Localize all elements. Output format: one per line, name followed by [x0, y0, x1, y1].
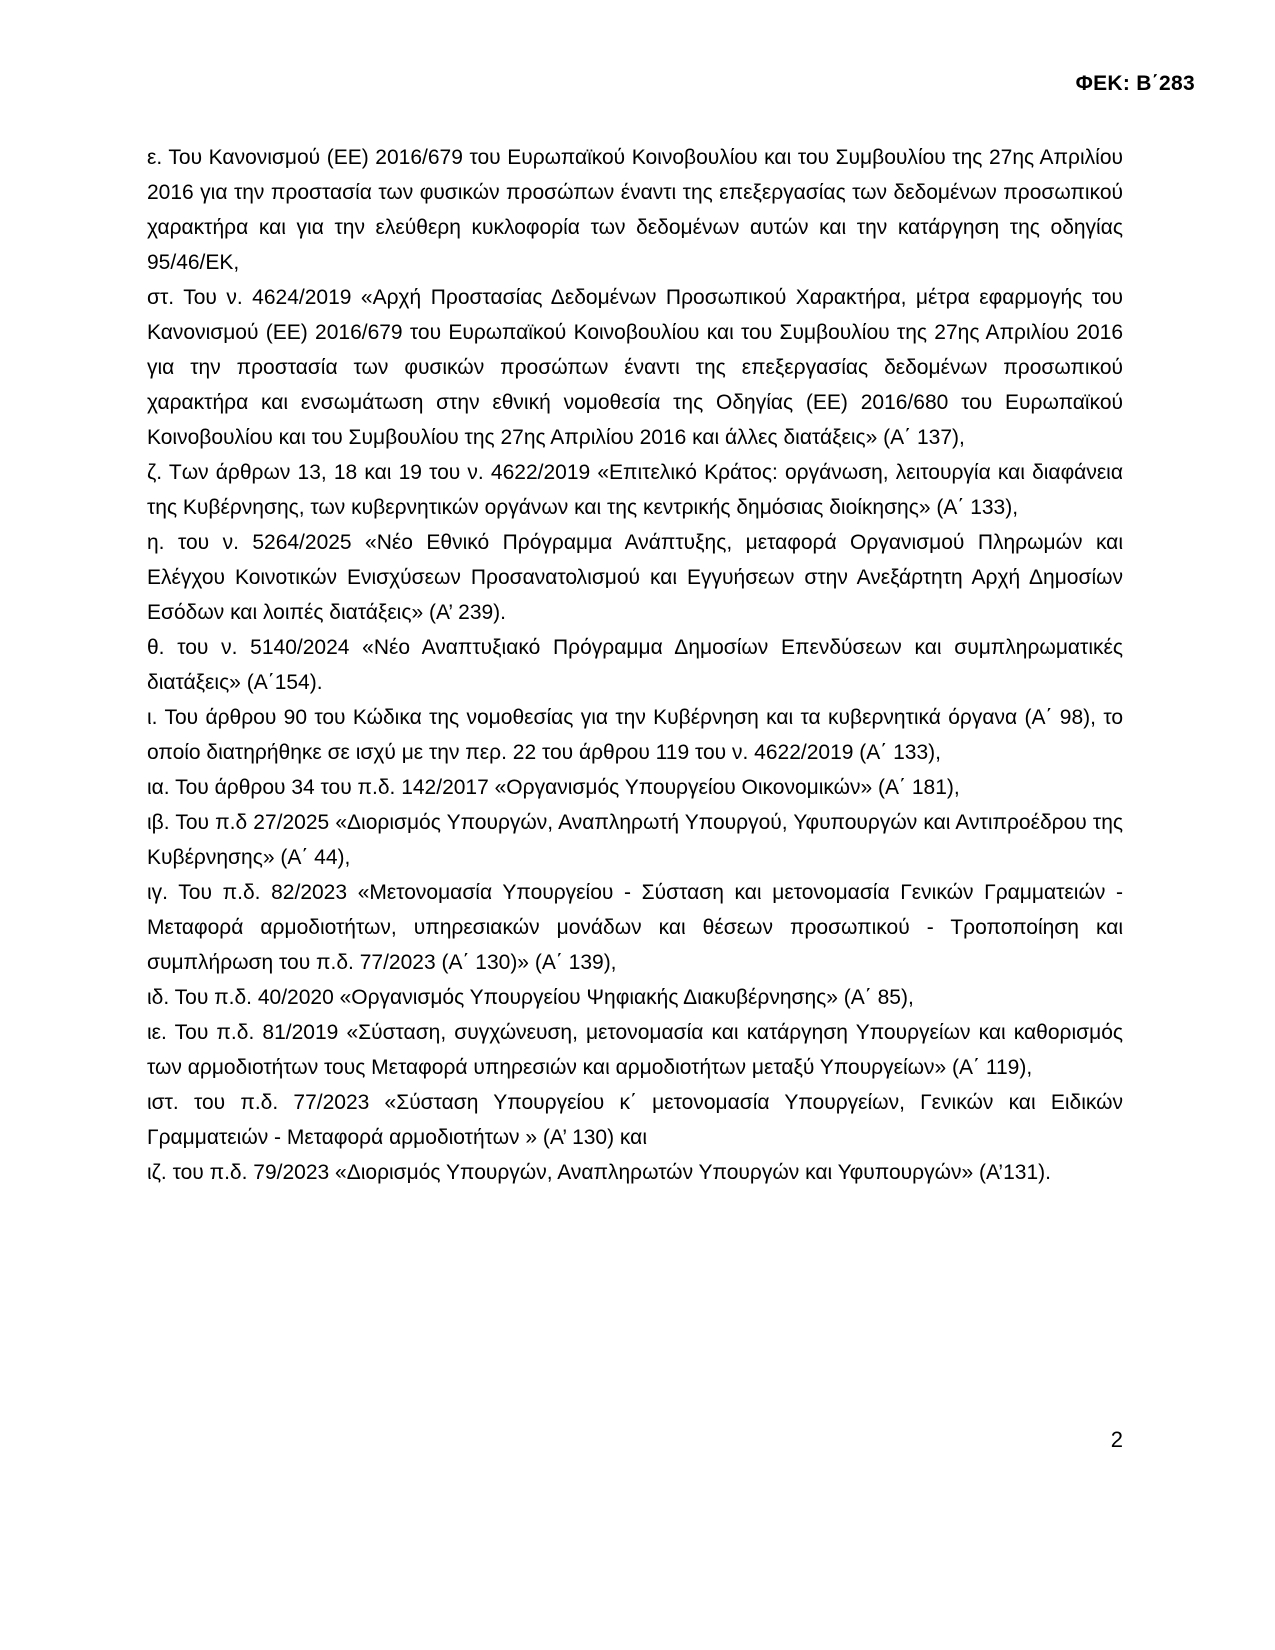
- paragraph-ist: ιστ. του π.δ. 77/2023 «Σύσταση Υπουργείου κ΄ μετονομασία Υπουργείων, Γενικών και Ειδικών Γραμματειών - Μεταφορά αρμοδιοτήτων » (Α’ 130) και: [147, 1091, 1123, 1149]
- paragraph-ig: ιγ. Του π.δ. 82/2023 «Μετονομασία Υπουργείου - Σύσταση και μετονομασία Γενικών Γραμματειών - Μεταφορά αρμοδιοτήτων, υπηρεσιακών μονάδων και θέσεων προσωπικού - Τροποποίηση και συμπλήρωση του π.δ. 77/2023 (Α΄ 130)» (Α΄ 139),: [147, 881, 1123, 974]
- paragraph-ie: ιε. Του π.δ. 81/2019 «Σύσταση, συγχώνευση, μετονομασία και κατάργηση Υπουργείων και καθορισμός των αρμοδιοτήτων τους Μεταφορά υπηρεσιών και αρμοδιοτήτων μεταξύ Υπουργείων» (Α΄ 119),: [147, 1021, 1123, 1079]
- paragraph-i: ι. Του άρθρου 90 του Κώδικα της νομοθεσίας για την Κυβέρνηση και τα κυβερνητικά όργανα (Α΄ 98), το οποίο διατηρήθηκε σε ισχύ με την περ. 22 του άρθρου 119 του ν. 4622/2019 (Α΄ 133),: [147, 706, 1123, 764]
- paragraph-z: ζ. Των άρθρων 13, 18 και 19 του ν. 4622/2019 «Επιτελικό Κράτος: οργάνωση, λειτουργία και διαφάνεια της Κυβέρνησης, των κυβερνητικών οργάνων και της κεντρικής δημόσιας διοίκησης» (Α΄ 133),: [147, 461, 1123, 519]
- paragraph-e: ε. Του Κανονισμού (ΕΕ) 2016/679 του Ευρωπαϊκού Κοινοβουλίου και του Συμβουλίου της 27ης Απριλίου 2016 για την προστασία των φυσικών προσώπων έναντι της επεξεργασίας των δεδομένων προσωπικού χαρακτήρα και για την ελεύθερη κυκλοφορία των δεδομένων αυτών και την κατάργηση της οδηγίας 95/46/ΕΚ,: [147, 146, 1123, 274]
- paragraph-st: στ. Του ν. 4624/2019 «Αρχή Προστασίας Δεδομένων Προσωπικού Χαρακτήρα, μέτρα εφαρμογής του Κανονισμού (ΕΕ) 2016/679 του Ευρωπαϊκού Κοινοβουλίου και του Συμβουλίου της 27ης Απριλίου 2016 για την προστασία των φυσικών προσώπων έναντι της επεξεργασίας δεδομένων προσωπικού χαρακτήρα και ενσωμάτωση στην εθνική νομοθεσία της Οδηγίας (ΕΕ) 2016/680 του Ευρωπαϊκού Κοινοβουλίου και του Συμβουλίου της 27ης Απριλίου 2016 και άλλες διατάξεις» (Α΄ 137),: [147, 286, 1123, 449]
- paragraph-th: θ. του ν. 5140/2024 «Νέο Αναπτυξιακό Πρόγραμμα Δημοσίων Επενδύσεων και συμπληρωματικές διατάξεις» (Α΄154).: [147, 636, 1123, 694]
- document-body: [147, 140, 1123, 1190]
- paragraph-h: η. του ν. 5264/2025 «Νέο Εθνικό Πρόγραμμα Ανάπτυξης, μεταφορά Οργανισμού Πληρωμών και Ελέγχου Κοινοτικών Ενισχύσεων Προσανατολισμού και Εγγυήσεων στην Ανεξάρτητη Αρχή Δημοσίων Εσόδων και λοιπές διατάξεις» (Α’ 239).: [147, 531, 1123, 624]
- paragraph-iz: ιζ. του π.δ. 79/2023 «Διορισμός Υπουργών, Αναπληρωτών Υπουργών και Υφυπουργών» (Α’131).: [147, 1161, 1051, 1184]
- gazette-issue-header: ΦΕΚ: Β΄283: [1075, 72, 1195, 95]
- paragraph-id: ιδ. Του π.δ. 40/2020 «Οργανισμός Υπουργείου Ψηφιακής Διακυβέρνησης» (Α΄ 85),: [147, 986, 914, 1009]
- paragraph-ib: ιβ. Του π.δ 27/2025 «Διορισμός Υπουργών, Αναπληρωτή Υπουργού, Υφυπουργών και Αντιπροέδρου της Κυβέρνησης» (Α΄ 44),: [147, 811, 1123, 869]
- page-number: 2: [1110, 1427, 1123, 1452]
- paragraph-ia: ια. Του άρθρου 34 του π.δ. 142/2017 «Οργανισμός Υπουργείου Οικονομικών» (Α΄ 181),: [147, 776, 960, 799]
